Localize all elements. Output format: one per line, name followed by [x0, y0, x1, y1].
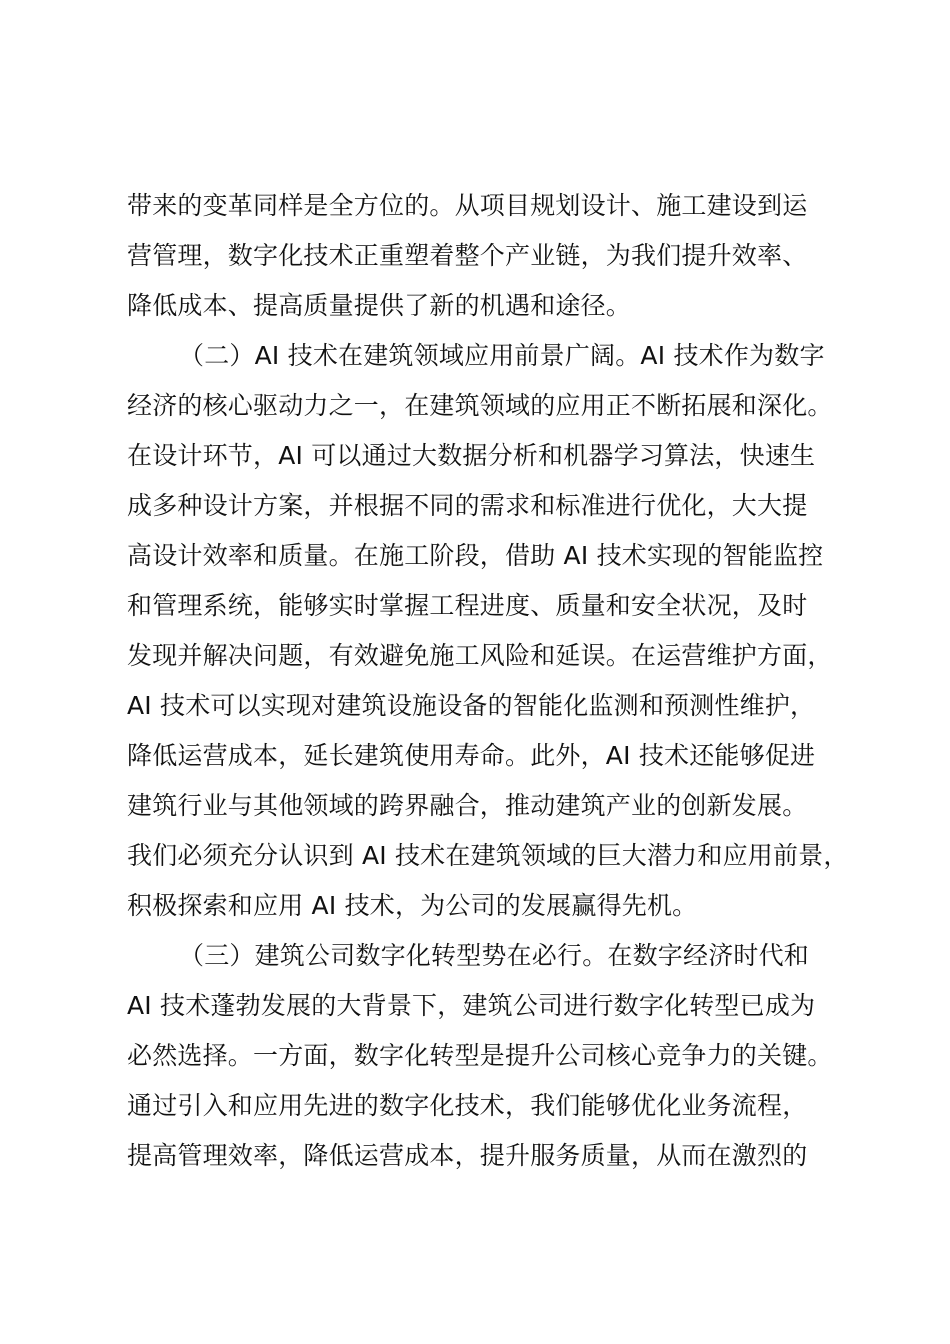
- text-line: 降低成本、提高质量提供了新的机遇和途径。: [127, 291, 632, 320]
- text-line: 通过引入和应用先进的数字化技术，我们能够优化业务流程，: [127, 1091, 808, 1120]
- text-line: 发现并解决问题，有效避免施工风险和延误。在运营维护方面，: [127, 641, 833, 670]
- text-line: AI 技术可以实现对建筑设施设备的智能化监测和预测性维护，: [127, 691, 816, 720]
- text-line: 成多种设计方案，并根据不同的需求和标准进行优化，大大提: [127, 491, 808, 520]
- text-line: 在设计环节，AI 可以通过大数据分析和机器学习算法，快速生: [127, 441, 816, 470]
- text-line: AI 技术蓬勃发展的大背景下，建筑公司进行数字化转型已成为: [127, 991, 816, 1020]
- text-line: 降低运营成本，延长建筑使用寿命。此外，AI 技术还能够促进: [127, 741, 816, 770]
- text-line: 建筑行业与其他领域的跨界融合，推动建筑产业的创新发展。: [127, 791, 808, 820]
- section-heading-line: （二）AI 技术在建筑领域应用前景广阔。AI 技术作为数字: [179, 341, 825, 370]
- text-line: 高设计效率和质量。在施工阶段，借助 AI 技术实现的智能监控: [127, 541, 824, 570]
- text-line: 和管理系统，能够实时掌握工程进度、质量和安全状况，及时: [127, 591, 808, 620]
- text-line: 积极探索和应用 AI 技术，为公司的发展赢得先机。: [127, 891, 698, 920]
- text-line: 必然选择。一方面，数字化转型是提升公司核心竞争力的关键。: [127, 1041, 833, 1070]
- text-line: 经济的核心驱动力之一，在建筑领域的应用正不断拓展和深化。: [127, 391, 833, 420]
- text-line: 带来的变革同样是全方位的。从项目规划设计、施工建设到运: [127, 191, 808, 220]
- body-text: [127, 181, 849, 1181]
- text-line: 营管理，数字化技术正重塑着整个产业链，为我们提升效率、: [127, 241, 808, 270]
- section-heading-line: （三）建筑公司数字化转型势在必行。在数字经济时代和: [179, 941, 810, 970]
- text-line: 我们必须充分认识到 AI 技术在建筑领域的巨大潜力和应用前景，: [127, 841, 849, 870]
- text-line: 提高管理效率，降低运营成本，提升服务质量，从而在激烈的: [127, 1141, 808, 1170]
